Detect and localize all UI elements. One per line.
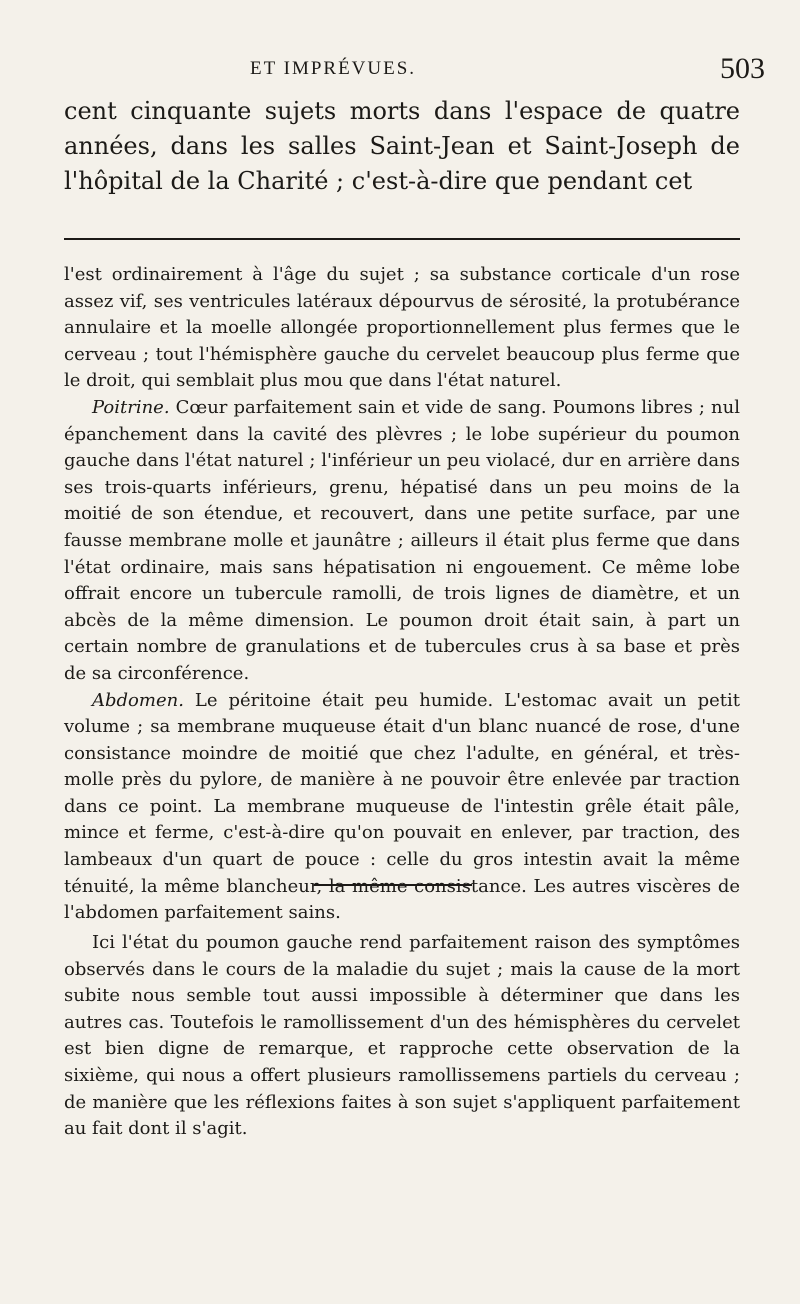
page-header — [0, 52, 800, 98]
main-text: cent cinquante sujets morts dans l'espace de quatre années, dans les salles Saint-Jean et Saint-Joseph de l'hôpital de la Charité ; c'est-à-dire que pendant cet — [64, 97, 740, 195]
section-label-abdomen: Abdomen. — [92, 689, 184, 711]
page-number: 503 — [720, 52, 765, 85]
section-label-chest: Poitrine. — [92, 396, 170, 418]
footnote — [64, 262, 740, 927]
footnote-paragraph-chest — [64, 395, 740, 688]
footnote-separator — [64, 238, 740, 240]
running-head: ET IMPRÉVUES. — [250, 58, 417, 79]
footnote-paragraph-abdomen — [64, 688, 740, 927]
section-separator — [314, 884, 472, 886]
closing-paragraph: Ici l'état du poumon gauche rend parfaitement raison des symptômes observés dans le cours de la maladie du sujet ; mais la cause de la mort subite nous semble tout aussi impossible à déterminer que dans les autres cas. Toutefois le ramollissement d'un des hémisphères du cervelet est bien digne de remarque, et rapproche cette observation de la sixième, qui nous a offert plusieurs ramollissemens partiels du cerveau ; de manière que les réflexions faites à son sujet s'appliquent parfaitement au fait dont il s'agit. — [64, 932, 740, 1140]
section-text-chest: Cœur parfaitement sain et vide de sang. Poumons libres ; nul épanchement dans la cavité des plèvres ; le lobe supérieur du poumon gauche dans l'état naturel ; l'inférieur un peu violacé, dur en arrière dans ses trois-quarts inférieurs, grenu, hépatisé dans un peu moins de la moitié de son étendue, et recouvert, dans une petite surface, par une fausse membrane molle et jaunâtre ; ailleurs il était plus ferme que dans l'état ordinaire, mais sans hépatisation ni engouement. Ce même lobe offrait encore un tubercule ramolli, de trois lignes de diamètre, et un abcès de la même dimension. Le poumon droit était sain, à part un certain nombre de granulations et de tubercules crus à sa base et près de sa circonférence. — [64, 396, 740, 684]
footnote-paragraph-brain: l'est ordinairement à l'âge du sujet ; sa substance corticale d'un rose assez vif, ses ventricules latéraux dépourvus de sérosité, la protubérance annulaire et la moelle allongée proportionnellement plus fermes que le cerveau ; tout l'hémisphère gauche du cervelet beaucoup plus ferme que le droit, qui semblait plus mou que dans l'état naturel. — [64, 264, 740, 392]
section-text-abdomen: Le péritoine était peu humide. L'estomac avait un petit volume ; sa membrane muqueuse était d'un blanc nuancé de rose, d'une consistance moindre de moitié que chez l'adulte, en général, et très-molle près du pylore, de manière à ne pouvoir être enlevée par traction dans ce point. La membrane muqueuse de l'intestin grêle était pâle, mince et ferme, c'est-à-dire qu'on pouvait en enlever, par traction, des lambeaux d'un quart de pouce : celle du gros intestin avait la même ténuité, la même blancheur, la même consistance. Les autres viscères de l'abdomen parfaitement sains. — [64, 689, 740, 924]
